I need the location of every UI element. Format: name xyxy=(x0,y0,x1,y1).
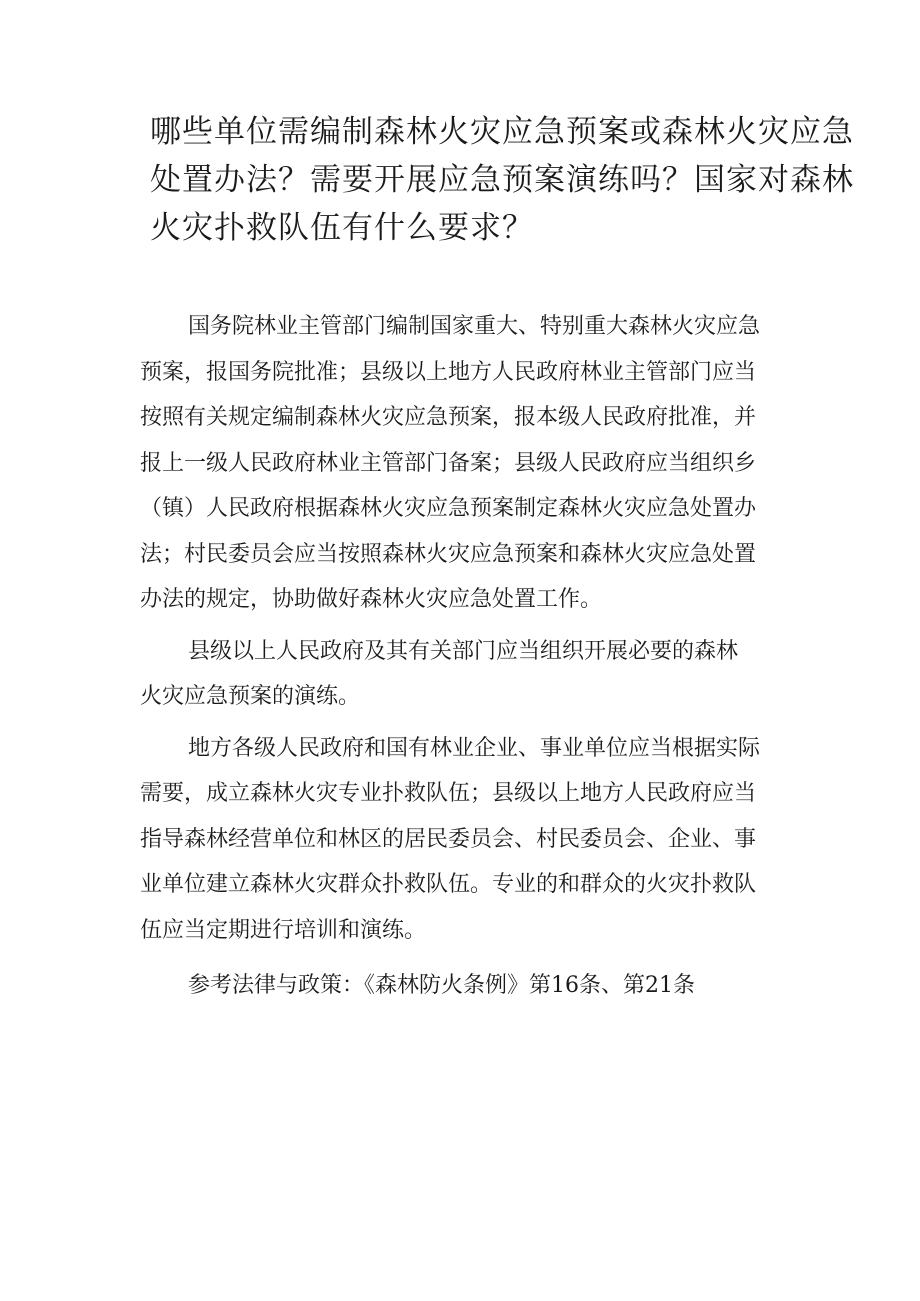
page-title xyxy=(150,108,854,252)
paragraph-line: 伍应当定期进行培训和演练。 xyxy=(140,917,427,943)
paragraph-line: 业单位建立森林火灾群众扑救队伍。专业的和群众的火灾扑救队 xyxy=(140,872,757,897)
document-body xyxy=(140,304,785,1015)
paragraph-emergency-plans xyxy=(140,304,785,623)
title-line: 哪些单位需编制森林火灾应急预案或森林火灾应急 xyxy=(150,114,854,150)
paragraph-line: 国务院林业主管部门编制国家重大、特别重大森林火灾应急 xyxy=(188,314,761,339)
paragraph-line: 法；村民委员会应当按照森林火灾应急预案和森林火灾应急处置 xyxy=(140,541,757,567)
paragraph-line: 县级以上人民政府及其有关部门应当组织开展必要的森林 xyxy=(188,638,739,664)
legal-reference xyxy=(140,963,785,1009)
paragraph-line: 预案，报国务院批准；县级以上地方人民政府林业主管部门应当 xyxy=(140,359,757,385)
paragraph-line: 火灾应急预案的演练。 xyxy=(140,684,361,709)
paragraph-line: 办法的规定，协助做好森林火灾应急处置工作。 xyxy=(140,587,603,612)
reference-line: 参考法律与政策：《森林防火条例》第16条、第21条 xyxy=(188,973,695,998)
paragraph-line: 需要，成立森林火灾专业扑救队伍；县级以上地方人民政府应当 xyxy=(140,781,757,806)
paragraph-line: 按照有关规定编制森林火灾应急预案，报本级人民政府批准，并 xyxy=(140,405,757,430)
paragraph-drills xyxy=(140,629,785,720)
paragraph-line: 报上一级人民政府林业主管部门备案；县级人民政府应当组织乡 xyxy=(140,450,757,476)
paragraph-firefighting-teams xyxy=(140,726,785,954)
title-line: 处置办法？需要开展应急预案演练吗？国家对森林 xyxy=(150,162,854,198)
paragraph-line: 地方各级人民政府和国有林业企业、事业单位应当根据实际 xyxy=(188,735,761,761)
paragraph-line: （镇）人民政府根据森林火灾应急预案制定森林火灾应急处置办 xyxy=(140,496,757,521)
title-line: 火灾扑救队伍有什么要求？ xyxy=(150,210,534,246)
paragraph-line: 指导森林经营单位和林区的居民委员会、村民委员会、企业、事 xyxy=(140,826,757,852)
